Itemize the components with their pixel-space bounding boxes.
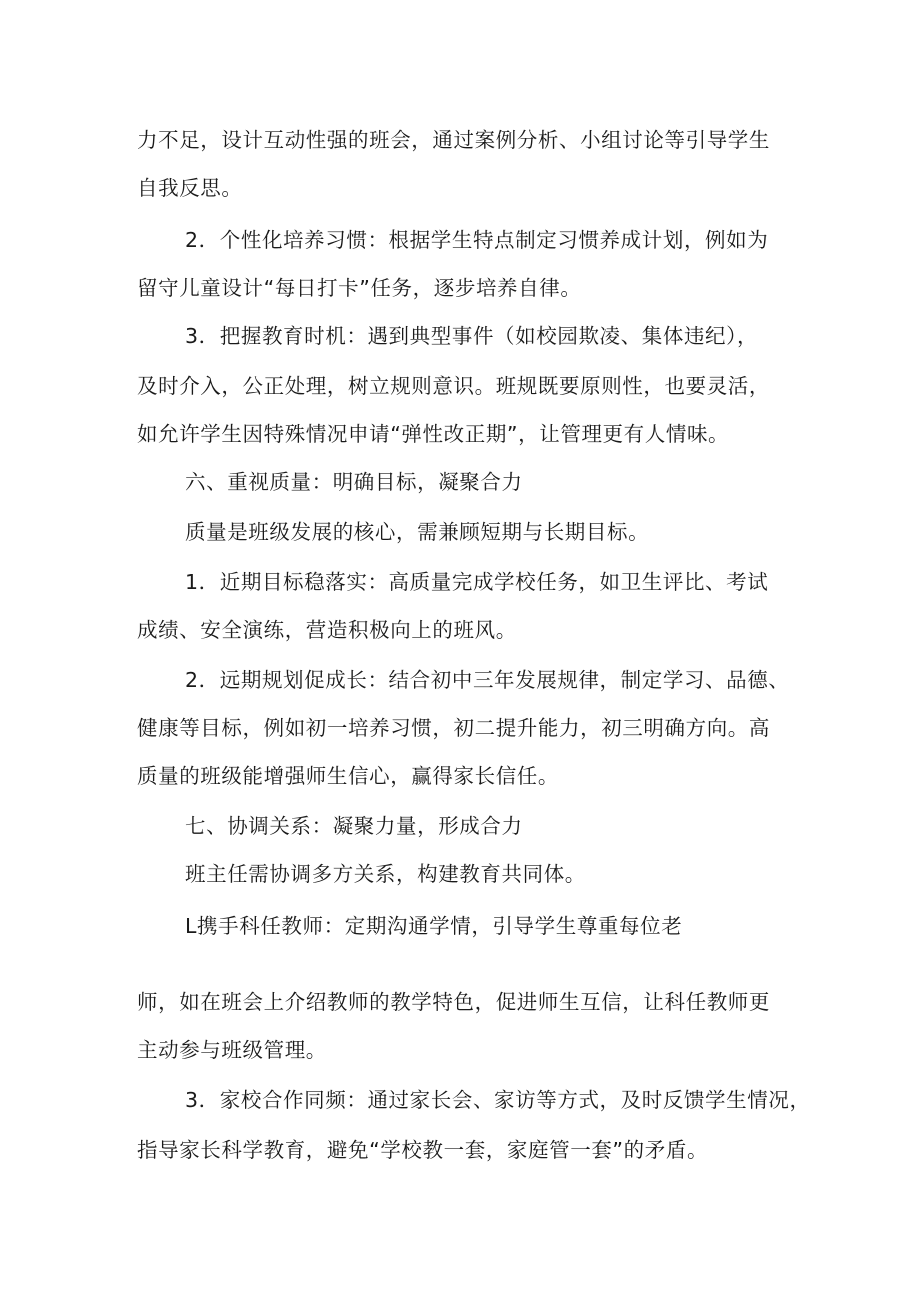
paragraph-line: 2．个性化培养习惯：根据学生特点制定习惯养成计划，例如为 [185, 228, 769, 252]
paragraph-line: L携手科任教师：定期沟通学情，引导学生尊重每位老 [185, 914, 683, 938]
paragraph-line: 质量的班级能增强师生信心，赢得家长信任。 [137, 764, 559, 788]
paragraph-line: 2．远期规划促成长：结合初中三年发展规律，制定学习、品德、 [185, 668, 790, 692]
paragraph-line: 自我反思。 [137, 176, 243, 200]
paragraph-line: 班主任需协调多方关系，构建教育共同体。 [185, 862, 586, 886]
paragraph-line: 主动参与班级管理。 [137, 1038, 327, 1062]
paragraph-line: 留守儿童设计“每日打卡”任务，逐步培养自律。 [137, 276, 582, 300]
paragraph-line: 成绩、安全演练，营造积极向上的班风。 [137, 618, 517, 642]
paragraph-line: 指导家长科学教育，避免“学校教一套，家庭管一套”的矛盾。 [137, 1138, 709, 1162]
paragraph-line: 健康等目标，例如初一培养习惯，初二提升能力，初三明确方向。高 [137, 716, 770, 740]
paragraph-line: 如允许学生因特殊情况申请“弹性改正期”，让管理更有人情味。 [137, 422, 730, 446]
paragraph-line: 师，如在班会上介绍教师的教学特色，促进师生互信，让科任教师更 [137, 990, 770, 1014]
section-heading: 六、重视质量：明确目标，凝聚合力 [185, 470, 523, 494]
paragraph-line: 3．家校合作同频：通过家长会、家访等方式，及时反馈学生情况， [185, 1088, 811, 1112]
paragraph-line: 质量是班级发展的核心，需兼顾短期与长期目标。 [185, 520, 650, 544]
section-heading: 七、协调关系：凝聚力量，形成合力 [185, 814, 523, 838]
paragraph-line: 3．把握教育时机：遇到典型事件（如校园欺凌、集体违纪）， [185, 324, 759, 348]
paragraph-line: 力不足，设计互动性强的班会，通过案例分析、小组讨论等引导学生 [137, 128, 770, 152]
paragraph-line: 1．近期目标稳落实：高质量完成学校任务，如卫生评比、考试 [185, 570, 769, 594]
paragraph-line: 及时介入，公正处理，树立规则意识。班规既要原则性，也要灵活， [137, 374, 770, 398]
